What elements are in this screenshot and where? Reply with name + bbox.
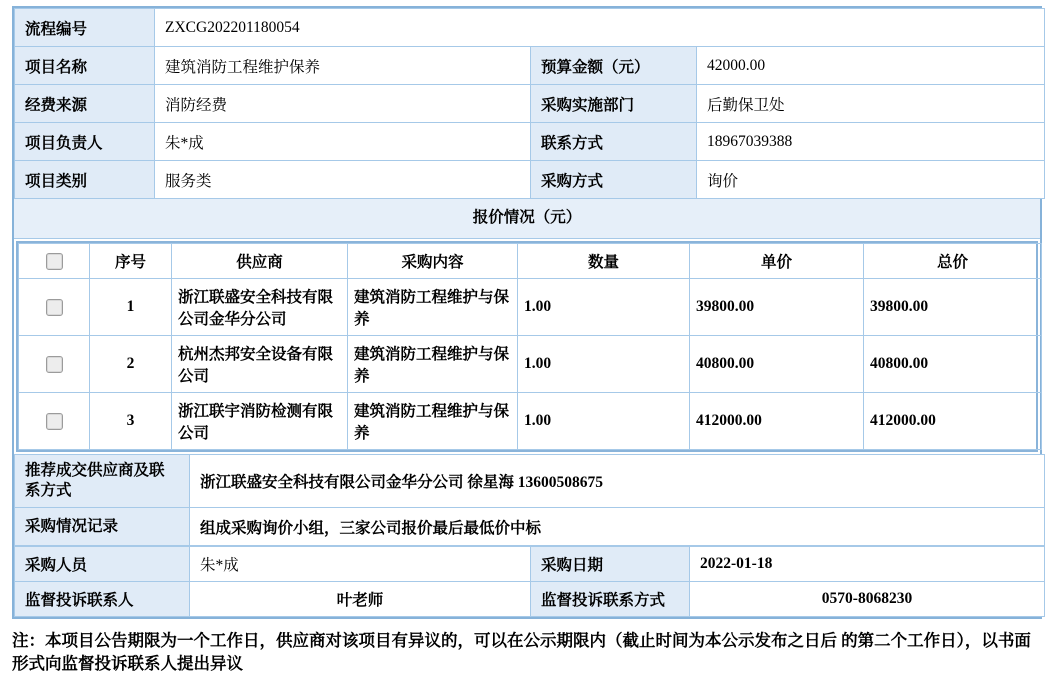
funding-source-label: 经费来源 xyxy=(15,85,155,123)
quantity: 1.00 xyxy=(518,393,690,450)
select-all-cell xyxy=(19,244,90,279)
supervisor-phone-label: 监督投诉联系方式 xyxy=(531,582,690,617)
quote-row xyxy=(19,336,1042,393)
table-row xyxy=(15,9,1045,47)
project-name-value: 建筑消防工程维护保养 xyxy=(155,47,531,85)
row-index: 3 xyxy=(90,393,172,450)
purchase-date-label: 采购日期 xyxy=(531,547,690,582)
table-row xyxy=(15,547,1045,582)
budget-value: 42000.00 xyxy=(697,47,1045,85)
process-number-label: 流程编号 xyxy=(15,9,155,47)
row-checkbox[interactable] xyxy=(46,356,63,373)
funding-source-value: 消防经费 xyxy=(155,85,531,123)
implement-dept-value: 后勤保卫处 xyxy=(697,85,1045,123)
total-price: 412000.00 xyxy=(864,393,1042,450)
quantity: 1.00 xyxy=(518,336,690,393)
contact-value: 18967039388 xyxy=(697,123,1045,161)
quote-table xyxy=(16,241,1038,452)
col-header-qty: 数量 xyxy=(518,244,690,279)
table-row xyxy=(15,161,1045,199)
supervisor-contact-label: 监督投诉联系人 xyxy=(15,582,190,617)
col-header-supplier: 供应商 xyxy=(172,244,348,279)
contact-label: 联系方式 xyxy=(531,123,697,161)
implement-dept-label: 采购实施部门 xyxy=(531,85,697,123)
row-index: 1 xyxy=(90,279,172,336)
announcement-note: 注：本项目公告期限为一个工作日，供应商对该项目有异议的，可以在公示期限内（截止时间为本公示发布之日后 的第二个工作日），以书面形式向监督投诉联系人提出异议 xyxy=(12,631,1031,673)
project-leader-value: 朱*成 xyxy=(155,123,531,161)
purchase-content: 建筑消防工程维护与保养 xyxy=(348,393,518,450)
project-leader-label: 项目负责人 xyxy=(15,123,155,161)
row-checkbox-cell xyxy=(19,336,90,393)
unit-price: 40800.00 xyxy=(690,336,864,393)
table-row xyxy=(15,123,1045,161)
purchase-date-value: 2022-01-18 xyxy=(690,547,1045,582)
buyer-label: 采购人员 xyxy=(15,547,190,582)
purchase-method-label: 采购方式 xyxy=(531,161,697,199)
table-row xyxy=(15,47,1045,85)
project-name-label: 项目名称 xyxy=(15,47,155,85)
purchase-method-value: 询价 xyxy=(697,161,1045,199)
total-price: 39800.00 xyxy=(864,279,1042,336)
purchase-record-label: 采购情况记录 xyxy=(15,508,190,546)
footer-info-table xyxy=(14,546,1045,617)
table-row xyxy=(15,85,1045,123)
purchase-record-value: 组成采购询价小组，三家公司报价最后最低价中标 xyxy=(190,508,1045,546)
unit-price: 412000.00 xyxy=(690,393,864,450)
project-category-value: 服务类 xyxy=(155,161,531,199)
total-price: 40800.00 xyxy=(864,336,1042,393)
recommended-supplier-value: 浙江联盛安全科技有限公司金华分公司 徐星海 13600508675 xyxy=(190,455,1045,508)
quote-row xyxy=(19,279,1042,336)
quote-section-title: 报价情况（元） xyxy=(14,199,1040,239)
row-checkbox[interactable] xyxy=(46,299,63,316)
row-index: 2 xyxy=(90,336,172,393)
supervisor-phone-value: 0570-8068230 xyxy=(690,582,1045,617)
purchase-content: 建筑消防工程维护与保养 xyxy=(348,279,518,336)
col-header-total-price: 总价 xyxy=(864,244,1042,279)
quote-row xyxy=(19,393,1042,450)
col-header-content: 采购内容 xyxy=(348,244,518,279)
supplier-name: 杭州杰邦安全设备有限公司 xyxy=(172,336,348,393)
table-row xyxy=(15,455,1045,508)
project-category-label: 项目类别 xyxy=(15,161,155,199)
recommended-supplier-label: 推荐成交供应商及联系方式 xyxy=(15,455,190,508)
result-table xyxy=(14,454,1045,546)
process-number-value: ZXCG202201180054 xyxy=(155,9,1045,47)
quantity: 1.00 xyxy=(518,279,690,336)
quote-header-row xyxy=(19,244,1042,279)
col-header-unit-price: 单价 xyxy=(690,244,864,279)
budget-label: 预算金额（元） xyxy=(531,47,697,85)
purchase-content: 建筑消防工程维护与保养 xyxy=(348,336,518,393)
project-info-table xyxy=(14,8,1045,199)
table-row xyxy=(15,582,1045,617)
row-checkbox[interactable] xyxy=(46,413,63,430)
buyer-value: 朱*成 xyxy=(190,547,531,582)
supervisor-contact-value: 叶老师 xyxy=(190,582,531,617)
supplier-name: 浙江联盛安全科技有限公司金华分公司 xyxy=(172,279,348,336)
select-all-checkbox[interactable] xyxy=(46,253,63,270)
col-header-index: 序号 xyxy=(90,244,172,279)
table-row xyxy=(15,508,1045,546)
unit-price: 39800.00 xyxy=(690,279,864,336)
row-checkbox-cell xyxy=(19,279,90,336)
supplier-name: 浙江联宇消防检测有限公司 xyxy=(172,393,348,450)
row-checkbox-cell xyxy=(19,393,90,450)
announcement-table xyxy=(12,6,1042,619)
